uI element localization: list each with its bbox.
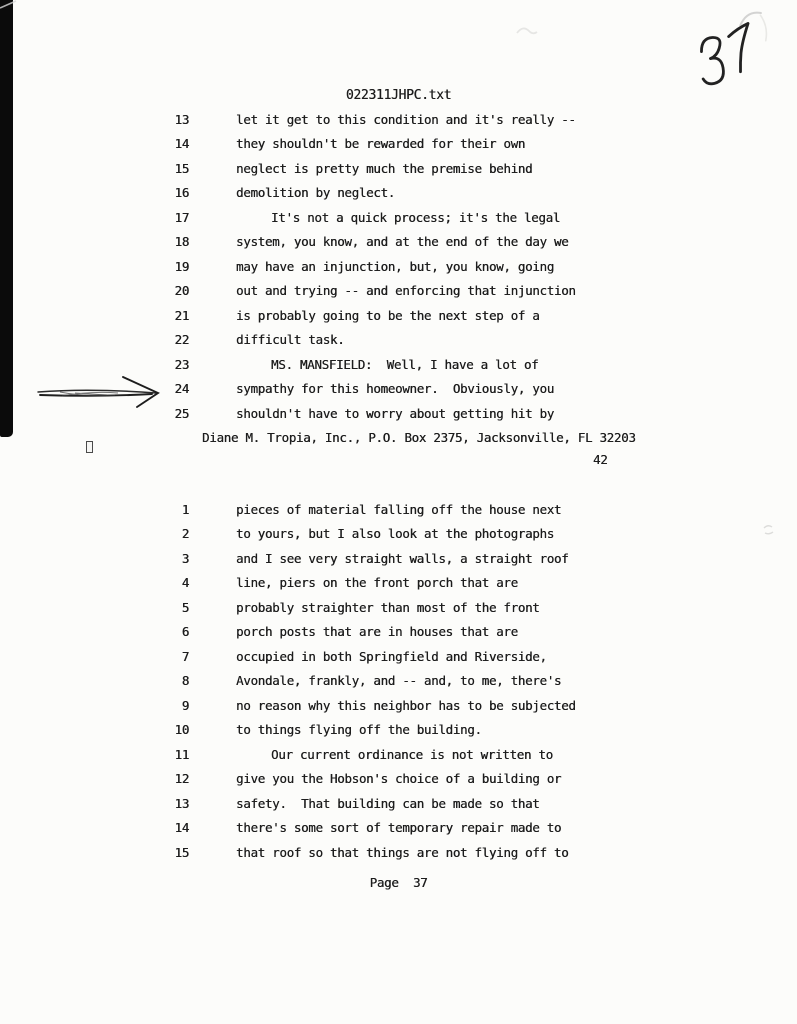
line-text: shouldn't have to worry about getting hit by [236,405,554,421]
transcript-line [173,107,576,132]
line-number: 9 [181,697,189,713]
stray-box-glyph [86,441,93,453]
line-text: they shouldn't be rewarded for their own [236,136,526,152]
line-text: give you the Hobson's choice of a building or [236,771,562,787]
transcript-line [173,497,576,522]
transcript-line [173,328,576,353]
transcript-line [173,303,576,328]
line-text: pieces of material falling off the house next [236,501,562,517]
line-number: 23 [174,356,189,372]
transcript-line [173,254,576,279]
transcript-line [173,693,576,718]
line-number: 8 [181,673,189,689]
line-number: 13 [174,111,189,127]
transcript-line [173,644,576,669]
transcript-section-1 [173,107,576,426]
scan-edge-bar [0,0,13,437]
line-number: 15 [174,844,189,860]
line-text: is probably going to be the next step of a [236,307,540,323]
line-number: 2 [181,526,189,542]
line-text: Our current ordinance is not written to [271,746,553,762]
line-text: that roof so that things are not flying off to [236,844,569,860]
transcript-line [173,546,576,571]
line-number: 1 [181,501,189,517]
court-reporter-line: Diane M. Tropia, Inc., P.O. Box 2375, Jacksonville, FL 32203 [202,430,636,445]
line-number: 12 [174,771,189,787]
scan-smudge [515,24,539,38]
line-text: there's some sort of temporary repair made to [236,820,562,836]
line-text: Avondale, frankly, and -- and, to me, there's [236,673,562,689]
page-footer-label: Page 37 [369,875,428,890]
line-text: It's not a quick process; it's the legal [271,209,561,225]
transcript-line [173,840,576,865]
scan-speck [760,522,778,538]
line-text: difficult task. [236,332,345,348]
line-text: occupied in both Springfield and Riverside, [236,648,547,664]
hand-drawn-arrow-icon [30,372,165,412]
line-number: 6 [181,624,189,640]
transcript-line [173,816,576,841]
transcript-line [173,156,576,181]
transcript-line [173,279,576,304]
line-text: let it get to this condition and it's really -- [236,111,576,127]
transcript-line [173,571,576,596]
line-text: safety. That building can be made so that [236,795,540,811]
line-number: 24 [174,381,189,397]
line-number: 17 [174,209,189,225]
transcript-line [173,181,576,206]
line-number: 5 [181,599,189,615]
line-text: demolition by neglect. [236,185,395,201]
transcript-line [173,205,576,230]
transcript-section-2 [173,497,576,865]
line-number: 20 [174,283,189,299]
line-number: 16 [174,185,189,201]
line-text: out and trying -- and enforcing that injunction [236,283,576,299]
line-number: 14 [174,136,189,152]
transcript-line [173,352,576,377]
line-text: system, you know, and at the end of the day we [236,234,569,250]
line-number: 18 [174,234,189,250]
line-text: sympathy for this homeowner. Obviously, you [236,381,554,397]
line-text: to things flying off the building. [236,722,482,738]
line-text: may have an injunction, but, you know, going [236,258,554,274]
line-number: 13 [174,795,189,811]
line-number: 3 [181,550,189,566]
transcript-line [173,742,576,767]
transcript-line [173,401,576,426]
transcript-line [173,767,576,792]
document-filename: 022311JHPC.txt [345,88,452,103]
transcript-line [173,791,576,816]
transcript-line [173,522,576,547]
line-text: no reason why this neighbor has to be subjected [236,697,576,713]
line-text: porch posts that are in houses that are [236,624,518,640]
line-number: 10 [174,722,189,738]
transcript-line [173,718,576,743]
line-text: probably straighter than most of the front [236,599,540,615]
handwritten-page-number [683,8,783,100]
line-text: neglect is pretty much the premise behind [236,160,533,176]
line-number: 11 [174,746,189,762]
transcript-page-number: 42 [593,452,608,467]
line-text: MS. MANSFIELD: Well, I have a lot of [271,356,539,372]
line-number: 7 [181,648,189,664]
line-text: line, piers on the front porch that are [236,575,518,591]
line-text: to yours, but I also look at the photographs [236,526,554,542]
transcript-line [173,230,576,255]
transcript-line [173,620,576,645]
transcript-line [173,595,576,620]
line-number: 19 [174,258,189,274]
transcript-line [173,669,576,694]
line-number: 22 [174,332,189,348]
line-number: 4 [181,575,189,591]
transcript-line-arrow-target [173,377,576,402]
line-number: 25 [174,405,189,421]
transcript-line [173,132,576,157]
line-number: 21 [174,307,189,323]
line-text: and I see very straight walls, a straight roof [236,550,569,566]
line-number: 14 [174,820,189,836]
line-number: 15 [174,160,189,176]
